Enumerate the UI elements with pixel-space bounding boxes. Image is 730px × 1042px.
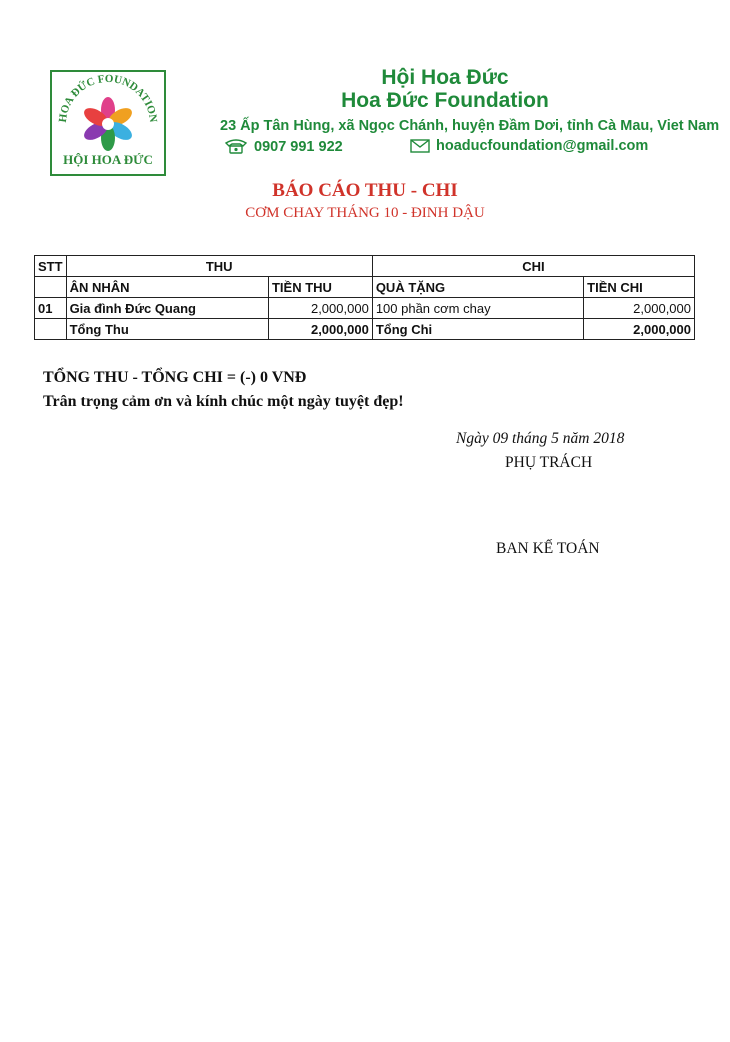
- table-row: [35, 298, 695, 319]
- signature-role: PHỤ TRÁCH: [505, 454, 593, 471]
- total-thu-value: 2,000,000: [268, 319, 372, 340]
- org-name-vietnamese: Hội Hoa Đức: [381, 66, 509, 89]
- header-stt: STT: [35, 256, 67, 277]
- foundation-logo: [50, 70, 166, 176]
- table-column-header-row: [35, 277, 695, 298]
- summary-block: [43, 366, 404, 414]
- total-thu-label: Tổng Thu: [66, 319, 268, 340]
- table-totals-row: [35, 319, 695, 340]
- total-chi-value: 2,000,000: [584, 319, 695, 340]
- logo-bottom-text: HỘI HOA ĐỨC: [63, 152, 153, 167]
- totals-empty-cell: [35, 319, 67, 340]
- report-title-block: [0, 180, 730, 222]
- table-group-header-row: [35, 256, 695, 277]
- row-qua-tang: 100 phần cơm chay: [372, 298, 583, 319]
- signature-department: BAN KẾ TOÁN: [496, 540, 600, 557]
- thanks-line: Trân trọng cảm ơn và kính chúc một ngày tuyệt đẹp!: [43, 393, 404, 410]
- email-address: hoaducfoundation@gmail.com: [436, 138, 649, 154]
- logo-arc-text: HOA ĐỨC FOUNDATION: [56, 72, 160, 124]
- signature-date: Ngày 09 tháng 5 năm 2018: [456, 430, 625, 447]
- row-tien-thu: 2,000,000: [268, 298, 372, 319]
- header-thu: THU: [66, 256, 372, 277]
- header-empty-cell: [35, 277, 67, 298]
- row-stt: 01: [35, 298, 67, 319]
- row-an-nhan: Gia đình Đức Quang: [66, 298, 268, 319]
- total-chi-label: Tổng Chi: [372, 319, 583, 340]
- org-address: 23 Ấp Tân Hùng, xã Ngọc Chánh, huyện Đầm Dơi, tỉnh Cà Mau, Viet Nam: [220, 118, 720, 134]
- header-tien-chi: TIỀN CHI: [584, 277, 695, 298]
- telephone-icon: [224, 138, 248, 154]
- report-subtitle: CƠM CHAY THÁNG 10 - ĐINH DẬU: [245, 205, 485, 221]
- organization-header: [220, 66, 720, 158]
- org-contact: [220, 138, 660, 158]
- report-title: BÁO CÁO THU - CHI: [272, 180, 458, 201]
- header-chi: CHI: [372, 256, 694, 277]
- envelope-icon: [410, 139, 430, 153]
- row-tien-chi: 2,000,000: [584, 298, 695, 319]
- org-name-english: Hoa Đức Foundation: [341, 89, 549, 112]
- balance-line: TỔNG THU - TỔNG CHI = (-) 0 VNĐ: [43, 369, 307, 386]
- phone-number: 0907 991 922: [254, 139, 343, 155]
- phone-contact: [224, 138, 343, 155]
- header-tien-thu: TIỀN THU: [268, 277, 372, 298]
- email-contact: [410, 138, 648, 154]
- header-an-nhan: ÂN NHÂN: [66, 277, 268, 298]
- header-qua-tang: QUÀ TẶNG: [372, 277, 583, 298]
- income-expense-table: [34, 255, 695, 340]
